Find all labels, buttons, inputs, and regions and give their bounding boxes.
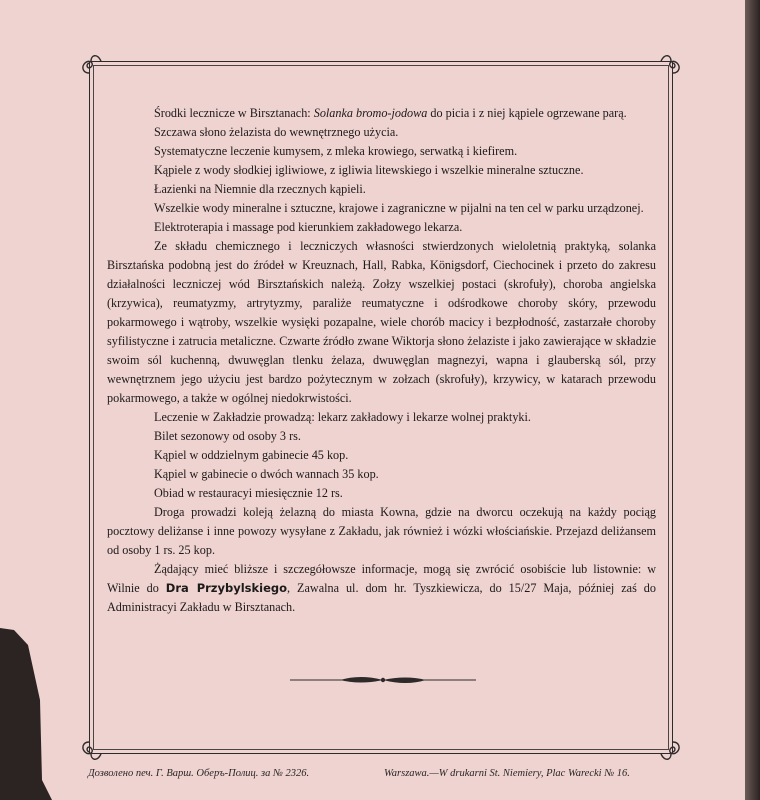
paragraph-text: Żądający mieć bliższe i szczegółowsze informacje, mogą się zwrócić osobiście lub listownie: w Wilnie do bbox=[107, 562, 656, 595]
paragraph bbox=[107, 123, 656, 142]
paragraph-text: Kąpiel w gabinecie o dwóch wannach 35 kop. bbox=[154, 467, 379, 481]
paragraph bbox=[107, 161, 656, 180]
paragraph-text: Bilet sezonowy od osoby 3 rs. bbox=[154, 429, 301, 443]
document-body bbox=[107, 104, 656, 617]
paragraph-text: Leczenie w Zakładzie prowadzą: lekarz zakładowy i lekarze wolnej praktyki. bbox=[154, 410, 531, 424]
paragraph bbox=[107, 427, 656, 446]
paragraph bbox=[107, 237, 656, 408]
corner-flourish-icon bbox=[79, 740, 103, 764]
footer-printer-note: Warszawa.—W drukarni St. Niemiery, Plac Warecki № 16. bbox=[384, 768, 630, 779]
paragraph bbox=[107, 446, 656, 465]
paragraph-text: Obiad w restauracyi miesięcznie 12 rs. bbox=[154, 486, 343, 500]
paragraph bbox=[107, 218, 656, 237]
paragraph-text: do picia i z niej kąpiele ogrzewane parą. bbox=[427, 106, 627, 120]
paragraph bbox=[107, 465, 656, 484]
paragraph-text: Solanka bromo-jodowa bbox=[313, 106, 428, 120]
paragraph-text: Kąpiel w oddzielnym gabinecie 45 kop. bbox=[154, 448, 349, 462]
footer-censorship-note: Дозволено печ. Г. Варш. Оберъ-Полиц. за № 2326. bbox=[88, 768, 310, 779]
paragraph bbox=[107, 180, 656, 199]
paragraph-text: Systematyczne leczenie kumysem, z mleka krowiego, serwatką i kiefirem. bbox=[154, 144, 518, 158]
corner-flourish-icon bbox=[659, 51, 683, 75]
paragraph-text: Środki lecznicze w Birsztanach: bbox=[154, 106, 314, 120]
paragraph-text: Łazienki na Niemnie dla rzecznych kąpieli. bbox=[154, 182, 366, 196]
paragraph-text: Kąpiele z wody słodkiej igliwiowe, z igliwia litewskiego i wszelkie mineralne sztuczne. bbox=[154, 163, 584, 177]
paragraph bbox=[107, 408, 656, 427]
paragraph bbox=[107, 142, 656, 161]
paragraph bbox=[107, 503, 656, 560]
paragraph-text: Ze składu chemicznego i leczniczych własności stwierdzonych wieloletnią praktyką, solanka Birsztańska podobną jest do źródeł w Kreuznach, Hall, Rabka, Königsdorf, Ciechocinek i przeto do zakresu działalności leczniczej wód Birsztańskich należą. Zołzy wszelkiej postaci (skrofuły), choroba angielska (krzywica), reumatyzmy, artrytyzmy, paraliże reumatyczne i odśrodkowe choroby skóry, przewodu pokarmowego i wątroby, wszelkie wysięki pozapalne, wiele chorób macicy i bezpłodność, zastarzałe choroby syfilistyczne i zatrucia metaliczne. Czwarte źródło zwane Wiktorja słono żelaziste i jako zawierające w składzie swoim sól kuchenną, dwuwęglan tlenku żelaza, dwuwęglan magnezyi, wapna i glauberską sól, przy wewnętrznem jego użyciu jest bardzo pożytecznym w zołzach (skrofuły), krzywicy, w katarach przewodu pokarmowego, a także w ogólnej niedokrwistości. bbox=[107, 239, 656, 405]
paragraph-text: Droga prowadzi koleją żelazną do miasta Kowna, gdzie na dworcu oczekują na każdy pociąg pocztowy deliżanse i inne powozy wysyłane z Zakładu, jak również i wózki włościańskie. Przejazd deliżansem od osoby 1 rs. 25 kop. bbox=[107, 505, 656, 557]
paragraph-text: Szczawa słono żelazista do wewnętrznego użycia. bbox=[154, 125, 399, 139]
scan-edge bbox=[745, 0, 760, 800]
ornamental-rule-icon bbox=[290, 673, 476, 687]
paragraph bbox=[107, 484, 656, 503]
paragraph-text: Dra Przybylskiego bbox=[165, 581, 288, 595]
paragraph bbox=[107, 199, 656, 218]
paragraph bbox=[107, 560, 656, 617]
paragraph-text: Wszelkie wody mineralne i sztuczne, krajowe i zagraniczne w pijalni na ten cel w parku urządzonej. bbox=[154, 201, 644, 215]
corner-flourish-icon bbox=[79, 51, 103, 75]
paragraph-text: , Zawalna ul. dom hr. Tyszkiewicza, do 15/27 Maja, później zaś do Administracyi Zakładu w Birsztanach. bbox=[107, 581, 656, 614]
paragraph-text: Elektroterapia i massage pod kierunkiem zakładowego lekarza. bbox=[154, 220, 463, 234]
corner-flourish-icon bbox=[659, 740, 683, 764]
paragraph bbox=[107, 104, 656, 123]
